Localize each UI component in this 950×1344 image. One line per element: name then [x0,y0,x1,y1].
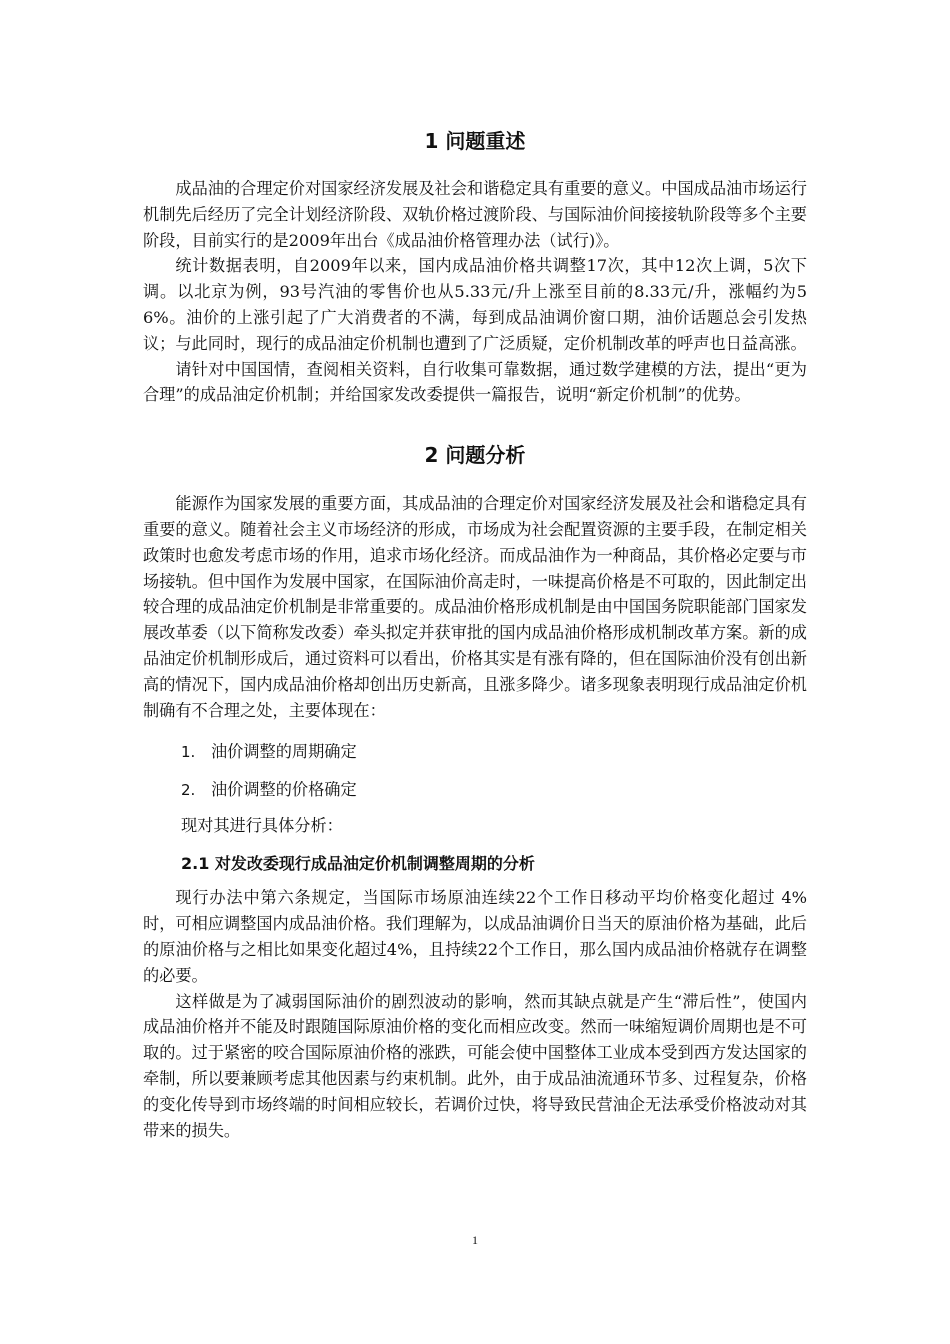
subsection-2-1-paragraph-2: 这样做是为了减弱国际油价的剧烈波动的影响，然而其缺点就是产生“滞后性”，使国内成品油价格并不能及时跟随国际原油价格的变化而相应改变。然而一味缩短调价周期也是不可取的。过于紧密的咬合国际原油价格的涨跌，可能会使中国整体工业成本受到西方发达国家的牵制，所以要兼顾考虑其他因素与约束机制。此外，由于成品油流通环节多、过程复杂，价格的变化传导到市场终端的时间相应较长，若调价过快，将导致民营油企无法承受价格波动对其带来的损失。 [143,991,807,1140]
analysis-lead-text: 现对其进行具体分析： [181,816,343,836]
subsection-2-1-title: 2.1 对发改委现行成品油定价机制调整周期的分析 [181,854,535,874]
section-2-intro-paragraph: 能源作为国家发展的重要方面，其成品油的合理定价对国家经济发展及社会和谐稳定具有重要的意义。随着社会主义市场经济的形成，市场成为社会配置资源的主要手段，在制定相关政策时也愈发考虑市场的作用，追求市场化经济。而成品油作为一种商品，其价格必定要与市场接轨。但中国作为发展中国家，在国际油价高走时，一味提高价格是不可取的，因此制定出较合理的成品油定价机制是非常重要的。成品油价格形成机制是由中国国务院职能部门国家发展改革委（以下简称发改委）牵头拟定并获审批的国内成品油价格形成机制改革方案。新的成品油定价机制形成后，通过资料可以看出，价格其实是有涨有降的，但在国际油价没有创出新高的情况下，国内成品油价格却创出历史新高，且涨多降少。诸多现象表明现行成品油定价机制确有不合理之处，主要体现在： [143,494,807,720]
issue-list [143,733,807,809]
page-content [143,122,807,1143]
list-item-text: 油价调整的价格确定 [211,780,357,800]
section-1-paragraph-2: 统计数据表明，自2009年以来，国内成品油价格共调整17次，其中12次上调，5次下调。以北京为例，93号汽油的零售价也从5.33元/升上涨至目前的8.33元/升，涨幅约为56%。油价的上涨引起了广大消费者的不满，每到成品油调价窗口期，油价话题总会引发热议；与此同时，现行的成品油定价机制也遭到了广泛质疑，定价机制改革的呼声也日益高涨。 [143,256,807,353]
list-item-number: 2. [181,781,196,800]
section-1-paragraph-3: 请针对中国国情，查阅相关资料，自行收集可靠数据，通过数学建模的方法，提出“更为合理”的成品油定价机制；并给国家发改委提供一篇报告，说明“新定价机制”的优势。 [143,359,807,405]
list-item-text: 油价调整的周期确定 [211,742,357,762]
section-1-title: 1 问题重述 [424,129,526,153]
list-item [143,771,807,809]
list-item-number: 1. [181,743,196,762]
section-2-title: 2 问题分析 [424,443,526,468]
section-1-paragraph-1: 成品油的合理定价对国家经济发展及社会和谐稳定具有重要的意义。中国成品油市场运行机制先后经历了完全计划经济阶段、双轨价格过渡阶段、与国际油价间接接轨阶段等多个主要阶段，目前实行的是2009年出台《成品油价格管理办法（试行)》。 [143,179,807,250]
subsection-2-1-paragraph-1: 现行办法中第六条规定，当国际市场原油连续22个工作日移动平均价格变化超过 4%时，可相应调整国内成品油价格。我们理解为，以成品油调价日当天的原油价格为基础，此后的原油价格与之相比如果变化超过4%，且持续22个工作日，那么国内成品油价格就存在调整的必要。 [143,888,807,985]
list-item [143,733,807,771]
page-number: 1 [472,1233,478,1247]
